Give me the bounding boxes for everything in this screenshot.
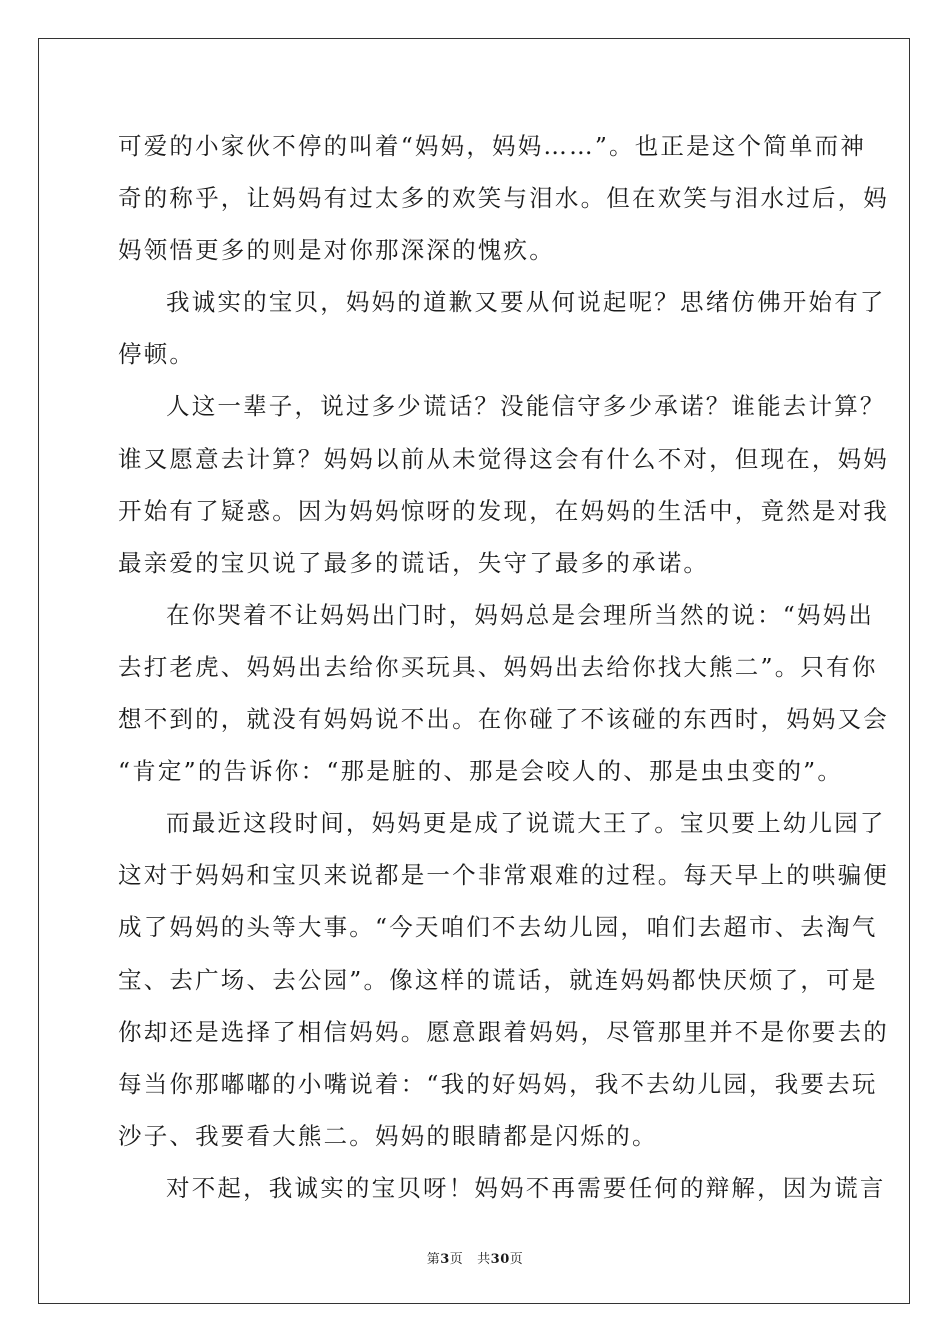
text-line: 想不到的，就没有妈妈说不出。在你碰了不该碰的东西时，妈妈又会 [118,705,889,734]
text-line: 奇的称乎，让妈妈有过太多的欢笑与泪水。但在欢笑与泪水过后，妈 [118,184,889,213]
text-line: 可爱的小家伙不停的叫着“妈妈，妈妈……”。也正是这个简单而神 [118,132,867,160]
text-line: 宝、去广场、去公园”。像这样的谎话，就连妈妈都快厌烦了，可是 [118,965,878,994]
text-line: 每当你那嘟嘟的小嘴说着：“我的好妈妈，我不去幼儿园，我要去玩 [118,1069,878,1098]
text-line: 而最近这段时间，妈妈更是成了说谎大王了。宝贝要上幼儿园了 [166,809,886,838]
text-line: 在你哭着不让妈妈出门时，妈妈总是会理所当然的说：“妈妈出 [166,600,875,629]
text-line: 这对于妈妈和宝贝来说都是一个非常艰难的过程。每天早上的哄骗便 [118,861,889,890]
text-line: 开始有了疑惑。因为妈妈惊呀的发现，在妈妈的生活中，竟然是对我 [118,496,889,525]
footer-total-suffix: 页 [509,1252,524,1267]
text-line: 人这一辈子，说过多少谎话？没能信守多少承诺？谁能去计算？ [166,392,886,421]
page-footer [0,1248,950,1267]
text-line: 对不起，我诚实的宝贝呀！妈妈不再需要任何的辩解，因为谎言 [166,1173,886,1202]
current-page-number: 3 [440,1252,450,1267]
text-line: 我诚实的宝贝，妈妈的道歉又要从何说起呢？思绪仿佛开始有了 [166,288,886,317]
footer-prefix: 第 [426,1252,441,1267]
text-line: “肯定”的告诉你：“那是脏的、那是会咬人的、那是虫虫变的”。 [118,757,844,786]
text-line: 沙子、我要看大熊二。妈妈的眼睛都是闪烁的。 [118,1121,658,1150]
total-pages-number: 30 [490,1252,510,1267]
text-line: 停顿。 [118,340,196,369]
document-body [118,124,889,1218]
text-line: 去打老虎、妈妈出去给你买玩具、妈妈出去给你找大熊二”。只有你 [118,652,878,681]
text-line: 妈领悟更多的则是对你那深深的愧疚。 [118,236,555,265]
text-line: 谁又愿意去计算？妈妈以前从未觉得这会有什么不对，但现在，妈妈 [118,444,889,473]
text-line: 最亲爱的宝贝说了最多的谎话，失守了最多的承诺。 [118,548,710,577]
text-line: 你却还是选择了相信妈妈。愿意跟着妈妈，尽管那里并不是你要去的 [118,1017,889,1046]
footer-page-suffix: 页 共 [449,1252,491,1267]
text-line: 成了妈妈的头等大事。“今天咱们不去幼儿园，咱们去超市、去淘气 [118,913,878,942]
